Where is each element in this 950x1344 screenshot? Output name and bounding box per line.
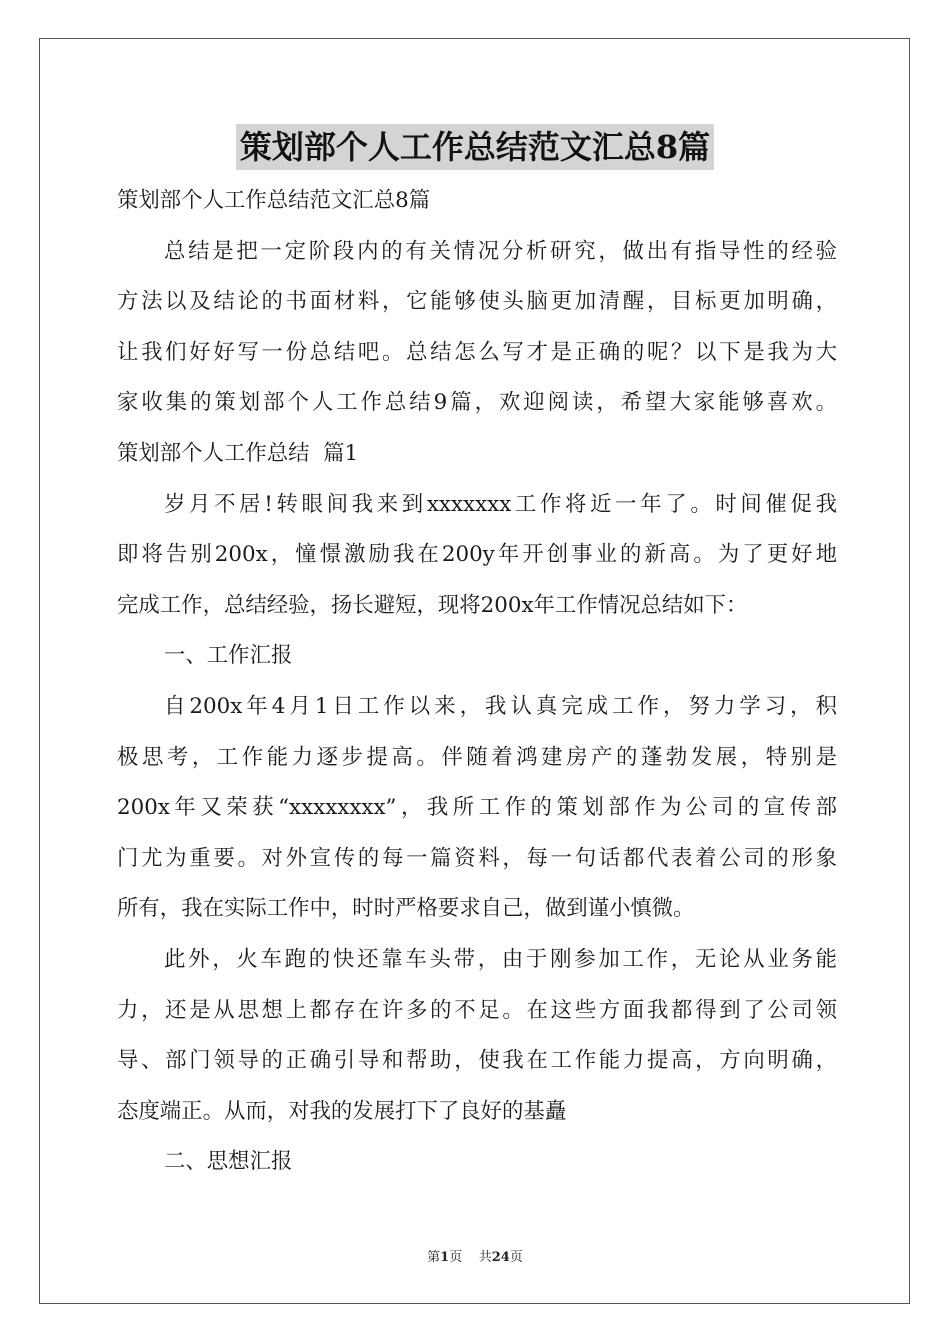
text-line: 让我们好好写一份总结吧。总结怎么写才是正确的呢？以下是我为大 [117,339,837,365]
text-line: 极思考，工作能力逐步提高。伴随着鸿建房产的蓬勃发展，特别是 [117,744,837,770]
text-line: 家收集的策划部个人工作总结9篇，欢迎阅读，希望大家能够喜欢。 [117,390,837,416]
text-line: 200x年又荣获“xxxxxxxx”，我所工作的策划部作为公司的宣传部 [117,795,837,821]
footer-prefix: 第 [427,1250,441,1265]
paragraph-lines [117,227,837,1188]
text-line: 即将告别200x，憧憬激励我在200y年开创事业的新高。为了更好地 [117,542,837,568]
document-title: 策划部个人工作总结范文汇总8篇 [236,124,714,170]
document-body [117,176,837,1188]
text-line: 二、思想汇报 [164,1149,293,1175]
footer-total-pages: 24 [491,1250,510,1265]
document-subtitle: 策划部个人工作总结范文汇总8篇 [117,188,431,213]
footer-page-number: 1 [440,1250,450,1265]
text-line: 方法以及结论的书面材料，它能够使头脑更加清醒，目标更加明确， [117,289,837,315]
footer-suffix: 页 [509,1250,523,1265]
text-line: 总结是把一定阶段内的有关情况分析研究，做出有指导性的经验 [164,238,837,264]
text-line: 策划部个人工作总结 篇1 [117,440,359,466]
text-line: 导、部门领导的正确引导和帮助，使我在工作能力提高，方向明确， [117,1048,837,1074]
page-footer [0,1246,950,1265]
text-line: 自200x年4月1日工作以来，我认真完成工作，努力学习，积 [164,693,837,719]
text-line: 岁月不居!转眼间我来到xxxxxxx工作将近一年了。时间催促我 [164,491,837,517]
text-line: 一、工作汇报 [164,643,293,669]
text-line: 力，还是从思想上都存在许多的不足。在这些方面我都得到了公司领 [117,997,837,1023]
title-container [0,124,950,170]
footer-mid: 页 共 [449,1250,492,1265]
text-line: 所有，我在实际工作中，时时严格要求自己，做到谨小慎微。 [117,896,695,922]
text-line: 态度端正。从而，对我的发展打下了良好的基矗 [117,1098,567,1124]
text-line: 门尤为重要。对外宣传的每一篇资料，每一句话都代表着公司的形象 [117,845,837,871]
text-line: 完成工作，总结经验，扬长避短，现将200x年工作情况总结如下： [117,592,748,618]
text-line: 此外，火车跑的快还靠车头带，由于刚参加工作，无论从业务能 [164,946,837,972]
